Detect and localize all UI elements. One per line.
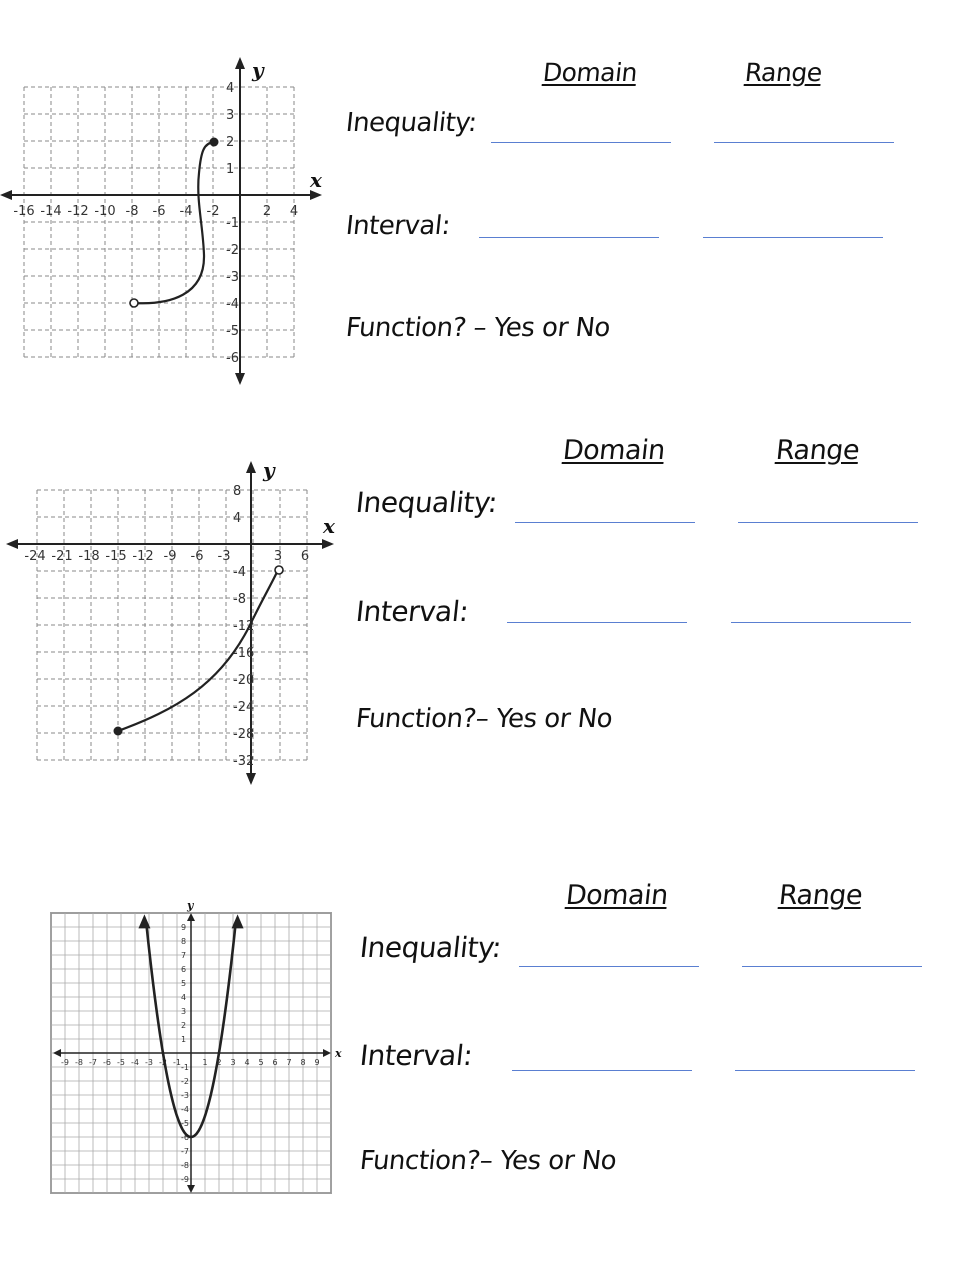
- x-tick-label: -4: [131, 1058, 139, 1067]
- x-tick-label: -7: [89, 1058, 97, 1067]
- x-tick-label: -9: [61, 1058, 69, 1067]
- range-interval-blank[interactable]: [731, 622, 911, 623]
- x-tick-label: 3: [273, 549, 283, 564]
- y-tick-label: -5: [181, 1119, 189, 1128]
- x-axis-label: x: [335, 1047, 342, 1060]
- y-tick-label: -4: [181, 1105, 189, 1114]
- x-tick-label: -16: [13, 204, 35, 219]
- range-inequality-blank[interactable]: [714, 142, 894, 143]
- y-tick-label: -2: [226, 243, 239, 258]
- x-tick-label: -3: [217, 549, 231, 564]
- y-tick-label: 2: [226, 135, 235, 150]
- y-tick-label: 3: [226, 108, 235, 123]
- function-question[interactable]: Function?– Yes or No: [354, 704, 614, 734]
- x-tick-label: -2: [159, 1058, 167, 1067]
- y-tick-label: -2: [181, 1077, 189, 1086]
- y-tick-label: -6: [181, 1133, 189, 1142]
- y-tick-label: -4: [233, 565, 246, 580]
- x-axis-label: x: [323, 514, 335, 538]
- inequality-label: Inequality:: [358, 931, 503, 964]
- interval-label: Interval:: [344, 211, 452, 241]
- y-tick-label: -3: [226, 270, 239, 285]
- x-tick-label: -18: [78, 549, 100, 564]
- y-tick-label: -9: [181, 1175, 189, 1184]
- x-tick-label: -6: [152, 204, 166, 219]
- y-tick-label: 4: [181, 993, 187, 1002]
- domain-inequality-blank[interactable]: [491, 142, 671, 143]
- x-tick-label: 4: [289, 204, 299, 219]
- x-tick-label: -2: [206, 204, 220, 219]
- y-tick-label: 8: [181, 937, 187, 946]
- domain-interval-blank[interactable]: [479, 237, 659, 238]
- y-tick-label: 6: [181, 965, 187, 974]
- y-tick-label: -32: [233, 754, 255, 769]
- x-tick-label: 3: [230, 1058, 236, 1067]
- y-tick-label: -8: [233, 592, 246, 607]
- range-interval-blank[interactable]: [735, 1070, 915, 1071]
- x-tick-label: -10: [94, 204, 116, 219]
- inequality-label: Inequality:: [354, 486, 499, 519]
- function-question[interactable]: Function?– Yes or No: [358, 1146, 618, 1176]
- range-interval-blank[interactable]: [703, 237, 883, 238]
- y-tick-label: -16: [233, 646, 255, 661]
- x-axis-label: x: [310, 168, 322, 192]
- x-tick-label: 6: [300, 549, 310, 564]
- y-tick-label: 4: [233, 511, 242, 526]
- y-tick-label: 8: [233, 484, 242, 499]
- y-tick-label: 2: [181, 1021, 187, 1030]
- domain-header: Domain: [564, 880, 670, 911]
- range-header: Range: [743, 58, 824, 87]
- x-tick-label: -24: [24, 549, 46, 564]
- graph-3: [45, 895, 345, 1205]
- y-tick-label: -28: [233, 727, 255, 742]
- function-question[interactable]: Function? – Yes or No: [344, 313, 612, 343]
- x-tick-label: 9: [314, 1058, 320, 1067]
- x-tick-label: -9: [163, 549, 177, 564]
- graph-1: [0, 55, 330, 390]
- range-inequality-blank[interactable]: [738, 522, 918, 523]
- y-axis-label: y: [263, 458, 275, 482]
- domain-header: Domain: [561, 435, 667, 466]
- closed-endpoint: [114, 727, 123, 736]
- y-tick-label: -12: [233, 619, 255, 634]
- domain-interval-blank[interactable]: [507, 622, 687, 623]
- x-tick-label: -12: [132, 549, 154, 564]
- y-tick-label: -3: [181, 1091, 189, 1100]
- x-tick-label: 7: [286, 1058, 292, 1067]
- y-tick-label: -8: [181, 1161, 189, 1170]
- range-inequality-blank[interactable]: [742, 966, 922, 967]
- x-tick-label: 6: [272, 1058, 278, 1067]
- closed-endpoint: [210, 138, 219, 147]
- y-tick-label: -5: [226, 324, 239, 339]
- x-tick-label: -1: [173, 1058, 181, 1067]
- x-tick-label: -21: [51, 549, 73, 564]
- inequality-label: Inequality:: [344, 108, 479, 138]
- x-tick-label: 1: [202, 1058, 208, 1067]
- y-tick-label: -6: [226, 351, 239, 366]
- y-tick-label: 9: [181, 923, 187, 932]
- y-tick-label: -4: [226, 297, 239, 312]
- y-tick-label: 1: [226, 162, 235, 177]
- x-tick-label: -3: [145, 1058, 153, 1067]
- graph-2: [0, 455, 345, 795]
- x-tick-label: -4: [179, 204, 193, 219]
- y-tick-label: -20: [233, 673, 255, 688]
- interval-label: Interval:: [358, 1039, 474, 1072]
- y-tick-label: -24: [233, 700, 255, 715]
- x-tick-label: -15: [105, 549, 127, 564]
- y-tick-label: 1: [181, 1035, 187, 1044]
- x-tick-label: -5: [117, 1058, 125, 1067]
- y-tick-label: 4: [226, 81, 235, 96]
- domain-header: Domain: [541, 58, 639, 87]
- x-tick-label: -12: [67, 204, 89, 219]
- y-tick-label: -1: [226, 216, 239, 231]
- domain-interval-blank[interactable]: [512, 1070, 692, 1071]
- y-tick-label: 5: [181, 979, 187, 988]
- x-tick-label: 8: [300, 1058, 306, 1067]
- open-endpoint: [130, 299, 138, 307]
- x-tick-label: 2: [216, 1058, 222, 1067]
- x-tick-label: -14: [40, 204, 62, 219]
- y-tick-label: -1: [181, 1063, 189, 1072]
- x-tick-label: -6: [103, 1058, 111, 1067]
- domain-inequality-blank[interactable]: [515, 522, 695, 523]
- x-tick-label: 4: [244, 1058, 250, 1067]
- y-tick-label: 3: [181, 1007, 187, 1016]
- y-axis-label: y: [252, 58, 264, 82]
- x-tick-label: -6: [190, 549, 204, 564]
- domain-inequality-blank[interactable]: [519, 966, 699, 967]
- x-tick-label: -8: [125, 204, 139, 219]
- range-header: Range: [777, 880, 864, 911]
- x-tick-label: -8: [75, 1058, 83, 1067]
- y-axis-label: y: [187, 899, 194, 912]
- open-endpoint: [275, 566, 283, 574]
- interval-label: Interval:: [354, 595, 470, 628]
- x-tick-label: 2: [262, 204, 272, 219]
- x-tick-label: 5: [258, 1058, 264, 1067]
- range-header: Range: [774, 435, 861, 466]
- y-tick-label: -7: [181, 1147, 189, 1156]
- y-tick-label: 7: [181, 951, 187, 960]
- graph-curve: [134, 142, 214, 303]
